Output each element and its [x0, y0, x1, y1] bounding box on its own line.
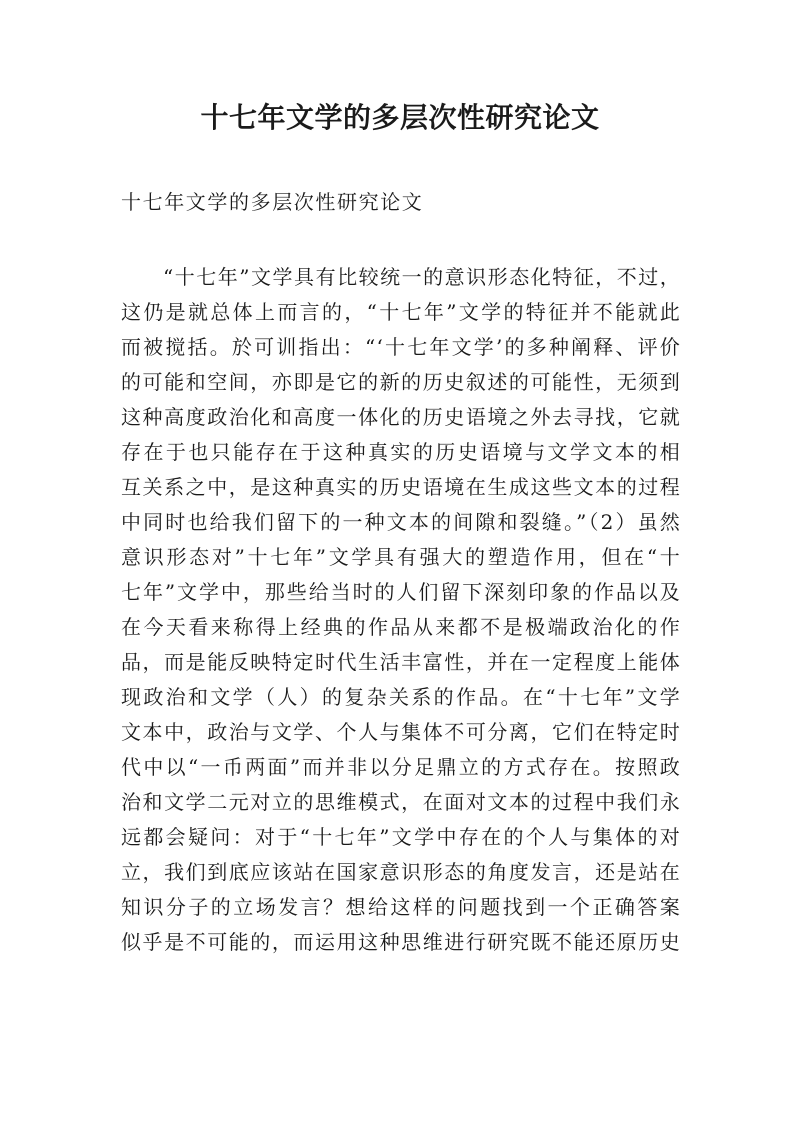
body-paragraph — [121, 260, 681, 960]
body-line: 而被搅括。於可训指出：“‘十七年文学’的多种阐释、评价 — [121, 335, 681, 359]
body-line: 这种高度政治化和高度一体化的历史语境之外去寻找，它就 — [121, 405, 681, 429]
body-line: 七年”文学中，那些给当时的人们留下深刻印象的作品以及 — [121, 580, 681, 604]
body-line: 知识分子的立场发言？想给这样的问题找到一个正确答案 — [121, 895, 681, 919]
body-line: 中同时也给我们留下的一种文本的间隙和裂缝。”（2）虽然 — [121, 510, 681, 534]
body-line: 现政治和文学（人）的复杂关系的作品。在“十七年”文学 — [121, 685, 681, 709]
body-line: 存在于也只能存在于这种真实的历史语境与文学文本的相 — [121, 440, 681, 464]
body-line: 治和文学二元对立的思维模式，在面对文本的过程中我们永 — [121, 790, 681, 814]
body-line: 远都会疑问：对于“十七年”文学中存在的个人与集体的对 — [121, 825, 681, 849]
body-line: 品，而是能反映特定时代生活丰富性，并在一定程度上能体 — [121, 650, 681, 674]
body-line: 文本中，政治与文学、个人与集体不可分离，它们在特定时 — [121, 720, 681, 744]
body-line: 互关系之中，是这种真实的历史语境在生成这些文本的过程 — [121, 475, 681, 499]
document-title: 十七年文学的多层次性研究论文 — [200, 101, 600, 134]
body-line: 意识形态对”十七年”文学具有强大的塑造作用，但在“十 — [121, 545, 681, 569]
body-line: 这仍是就总体上而言的，“十七年”文学的特征并不能就此 — [121, 300, 681, 324]
body-line: 立，我们到底应该站在国家意识形态的角度发言，还是站在 — [121, 860, 681, 884]
body-line: 的可能和空间，亦即是它的新的历史叙述的可能性，无须到 — [121, 370, 681, 394]
document-subtitle: 十七年文学的多层次性研究论文 — [121, 190, 424, 214]
body-line: 似乎是不可能的，而运用这种思维进行研究既不能还原历史 — [121, 930, 681, 954]
body-line: “十七年”文学具有比较统一的意识形态化特征，不过， — [163, 265, 681, 289]
body-line: 代中以“一币两面”而并非以分足鼎立的方式存在。按照政 — [121, 755, 681, 779]
body-line: 在今天看来称得上经典的作品从来都不是极端政治化的作 — [121, 615, 681, 639]
